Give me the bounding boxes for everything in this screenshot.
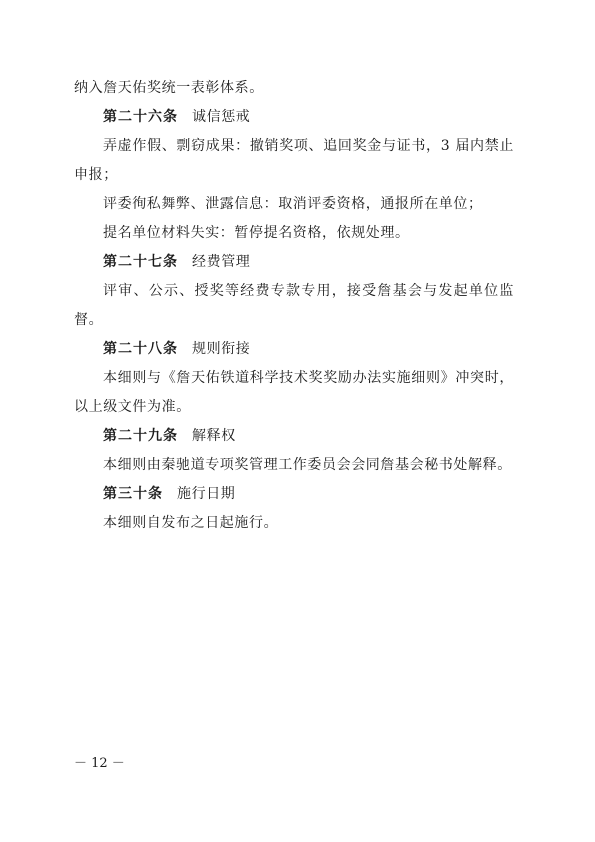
article-30-number: 第三十条 (103, 486, 163, 502)
article-30-paragraph-1: 本细则自发布之日起施行。 (103, 515, 279, 531)
article-26-paragraph-3: 提名单位材料失实：暂停提名资格，依规处理。 (103, 225, 410, 241)
article-27-heading (74, 248, 514, 277)
article-28-paragraph-1: 本细则与《詹天佑铁道科学技术奖奖励办法实施细则》冲突时，以上级文件为准。 (74, 370, 514, 415)
article-28-number: 第二十八条 (103, 341, 178, 357)
article-28-heading (74, 335, 514, 364)
article-26-paragraph-2: 评委徇私舞弊、泄露信息：取消评委资格，通报所在单位； (103, 196, 483, 212)
article-29-number: 第二十九条 (103, 428, 178, 444)
article-27-title: 经费管理 (192, 254, 251, 270)
article-26-heading (74, 103, 514, 132)
article-26-paragraph-1: 弄虚作假、剽窃成果：撤销奖项、追回奖金与证书，3 届内禁止申报； (74, 138, 514, 183)
article-27-paragraph-1: 评审、公示、授奖等经费专款专用，接受詹基会与发起单位监督。 (74, 283, 514, 328)
article-29-heading (74, 422, 514, 451)
article-26-title: 诚信惩戒 (192, 109, 251, 125)
article-28-title: 规则衔接 (192, 341, 251, 357)
article-27-number: 第二十七条 (103, 254, 178, 270)
article-29-paragraph-1: 本细则由秦驰道专项奖管理工作委员会会同詹基会秘书处解释。 (103, 457, 512, 473)
article-30-title: 施行日期 (177, 486, 236, 502)
article-29-title: 解释权 (192, 428, 236, 444)
page-number: － 12 － (74, 756, 125, 771)
intro-line: 纳入詹天佑奖统一表彰体系。 (74, 80, 264, 96)
article-30-heading (74, 480, 514, 509)
document-body (74, 74, 514, 538)
article-26-number: 第二十六条 (103, 109, 178, 125)
